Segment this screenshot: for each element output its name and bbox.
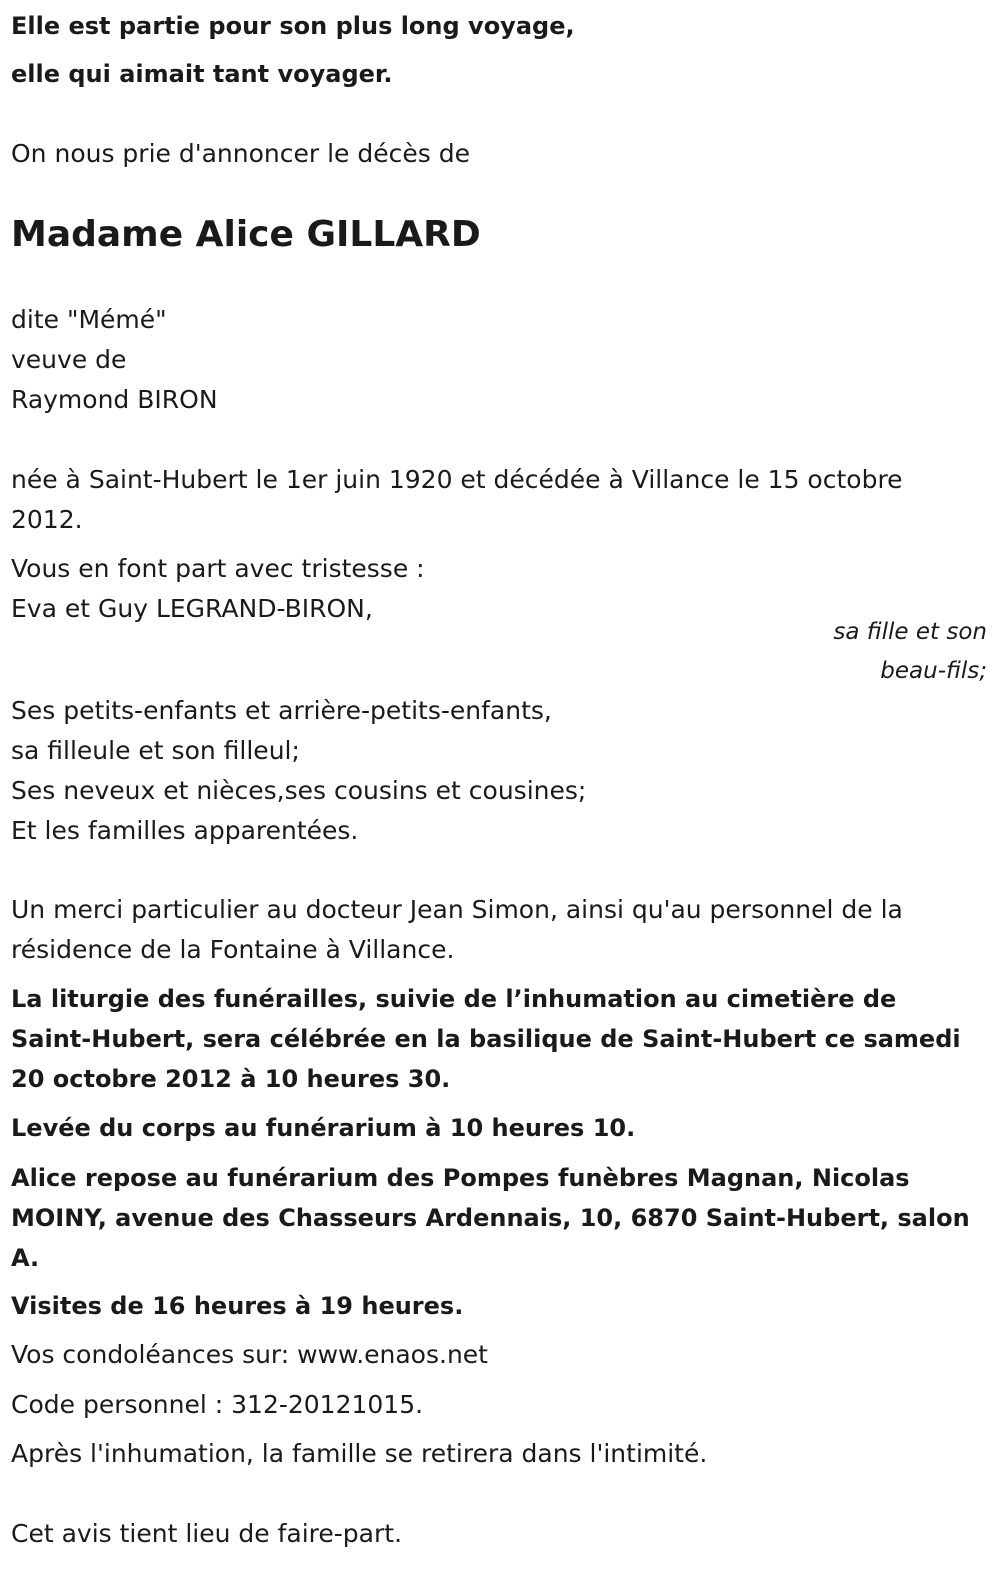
deceased-name: Madame Alice GILLARD	[11, 214, 481, 255]
family-other-1: Ses petits-enfants et arrière-petits-enfants,	[11, 696, 552, 725]
personal-code: Code personnel : 312-20121015.	[11, 1390, 424, 1419]
thanks-line-2: résidence de la Fontaine à Villance.	[11, 935, 455, 964]
levee-du-corps: Levée du corps au funérarium à 10 heures 10.	[11, 1114, 636, 1142]
liturgy-line-1: La liturgie des funérailles, suivie de l’inhumation au cimetière de	[11, 985, 897, 1013]
family-primary-relation-line-2: beau-fils;	[880, 658, 987, 684]
epigraph-line-1: Elle est partie pour son plus long voyage,	[11, 12, 575, 40]
family-other-2: sa filleule et son filleul;	[11, 736, 300, 765]
liturgy-line-3: 20 octobre 2012 à 10 heures 30.	[11, 1065, 451, 1093]
thanks-line-1: Un merci particulier au docteur Jean Simon, ainsi qu'au personnel de la	[11, 895, 903, 924]
birth-death-line-1: née à Saint-Hubert le 1er juin 1920 et décédée à Villance le 15 octobre	[11, 465, 903, 494]
announcement-intro: On nous prie d'annoncer le décès de	[11, 139, 470, 168]
family-other-3: Ses neveux et nièces,ses cousins et cousines;	[11, 776, 587, 805]
repose-line-2: MOINY, avenue des Chasseurs Ardennais, 10, 6870 Saint-Hubert, salon	[11, 1204, 970, 1232]
closing-note: Cet avis tient lieu de faire-part.	[11, 1519, 403, 1548]
visiting-hours: Visites de 16 heures à 19 heures.	[11, 1292, 464, 1320]
epigraph-line-2: elle qui aimait tant voyager.	[11, 60, 393, 88]
spouse-intro: veuve de	[11, 345, 127, 374]
family-primary-relation-line-1: sa fille et son	[833, 619, 987, 645]
family-primary: Eva et Guy LEGRAND-BIRON,	[11, 594, 373, 623]
nickname: dite "Mémé"	[11, 305, 167, 334]
spouse-name: Raymond BIRON	[11, 385, 218, 414]
after-burial-note: Après l'inhumation, la famille se retirera dans l'intimité.	[11, 1439, 708, 1468]
family-intro: Vous en font part avec tristesse :	[11, 554, 425, 583]
birth-death-line-2: 2012.	[11, 505, 83, 534]
condolences-website: Vos condoléances sur: www.enaos.net	[11, 1340, 488, 1369]
repose-line-3: A.	[11, 1244, 40, 1272]
family-other-4: Et les familles apparentées.	[11, 816, 359, 845]
repose-line-1: Alice repose au funérarium des Pompes funèbres Magnan, Nicolas	[11, 1164, 910, 1192]
liturgy-line-2: Saint-Hubert, sera célébrée en la basilique de Saint-Hubert ce samedi	[11, 1025, 961, 1053]
